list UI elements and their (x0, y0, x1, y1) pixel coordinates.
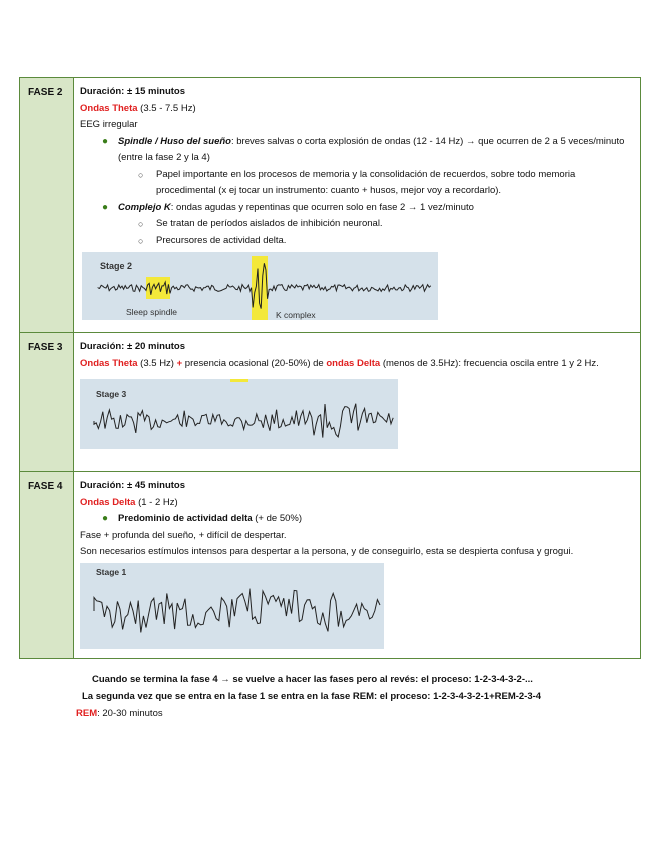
label-fase-3: FASE 3 (20, 333, 74, 471)
list-item-spindle: ● Spindle / Huso del sueño: breves salvas o corta explosión de ondas (12 - 14 Hz) → que ocurren de 2 a 5 veces/minuto (entre la fase 2 y la 4) (102, 135, 625, 163)
stage-1-label: Stage 1 (96, 566, 127, 577)
duracion-fase-2: Duración: ± 15 minutos (80, 86, 186, 97)
circle-bullet-icon: ○ (138, 219, 144, 229)
eeg-stage-1-graphic (80, 563, 384, 649)
eeg-trace-stage-1 (94, 588, 380, 632)
eeg-image-stage-2 (82, 252, 438, 320)
eeg-irregular: EEG irregular (80, 119, 138, 130)
sleep-phases-table (19, 77, 641, 659)
eeg-trace-stage-3 (94, 404, 393, 438)
stage-2-label: Stage 2 (100, 261, 133, 271)
content-fase-2 (74, 78, 640, 332)
k-complex-label: K complex (276, 310, 316, 320)
content-fase-4 (74, 472, 640, 658)
linea-estimulos: Son necesarios estímulos intensos para despertar a la persona, y de conseguirlo, esta se despierta confusa y grogui. (80, 546, 574, 557)
linea-fase-profunda: Fase + profunda del sueño, + difícil de despertar. (80, 529, 287, 541)
stage-3-label: Stage 3 (96, 389, 127, 399)
k-complex-highlight (252, 256, 268, 320)
label-fase-4: FASE 4 (20, 472, 74, 658)
sublist-item-spindle: ○ Papel importante en los procesos de memoria y la consolidación de recuerdos, sobre todo memoria procedimental (x ej tocar un instrumento: cuanto + husos, mejor voy a recordarlo). (138, 168, 576, 196)
circle-bullet-icon: ○ (138, 169, 144, 180)
footer-line-1: Cuando se termina la fase 4 → se vuelve a hacer las fases pero al revés: el proceso: 1-2-3-4-3-2-... (92, 674, 533, 685)
circle-bullet-icon: ○ (138, 235, 144, 246)
label-fase-2: FASE 2 (20, 78, 74, 332)
ondas-fase-4: Ondas Delta (1 - 2 Hz) (80, 496, 178, 508)
bullet-icon: ● (102, 201, 109, 213)
bullet-icon: ● (102, 135, 109, 147)
row-fase-3 (20, 332, 640, 471)
row-fase-4 (20, 471, 640, 658)
bullet-icon: ● (102, 513, 109, 524)
eeg-stage-3-graphic (80, 379, 398, 449)
eeg-image-stage-1 (80, 563, 384, 649)
ondas-fase-3: Ondas Theta (3.5 Hz) + presencia ocasional (20-50%) de ondas Delta (menos de 3.5Hz): frecuencia oscila entre 1 y 2 Hz. (80, 357, 599, 369)
list-item-complejo-k: ● Complejo K: ondas agudas y repentinas que ocurren solo en fase 2 → 1 vez/minuto (80, 200, 634, 217)
eeg-stage-2-graphic (82, 252, 438, 320)
footer-line-2: La segunda vez que se entra en la fase 1 se entra en la fase REM: el proceso: 1-2-3-4-3-2-1+REM-2-3-4 (82, 691, 542, 702)
sublist-item-complejo-1: ○ Se tratan de períodos aislados de inhibición neuronal. (80, 216, 634, 233)
row-fase-2 (20, 78, 640, 332)
footer-rem: REM: 20-30 minutos (76, 708, 163, 719)
eeg-image-stage-3 (80, 379, 398, 449)
highlight-mark (230, 379, 248, 382)
duracion-fase-4: Duración: ± 45 minutos (80, 480, 186, 491)
content-fase-3 (74, 333, 640, 471)
ondas-fase-2: Ondas Theta (3.5 - 7.5 Hz) (80, 102, 196, 114)
sublist-item-complejo-2: ○ Precursores de actividad delta. (80, 233, 634, 250)
duracion-fase-3: Duración: ± 20 minutos (80, 341, 186, 352)
sleep-spindle-label: Sleep spindle (126, 307, 178, 317)
list-item-predominio: ● Predominio de actividad delta (+ de 50%) (80, 511, 634, 528)
